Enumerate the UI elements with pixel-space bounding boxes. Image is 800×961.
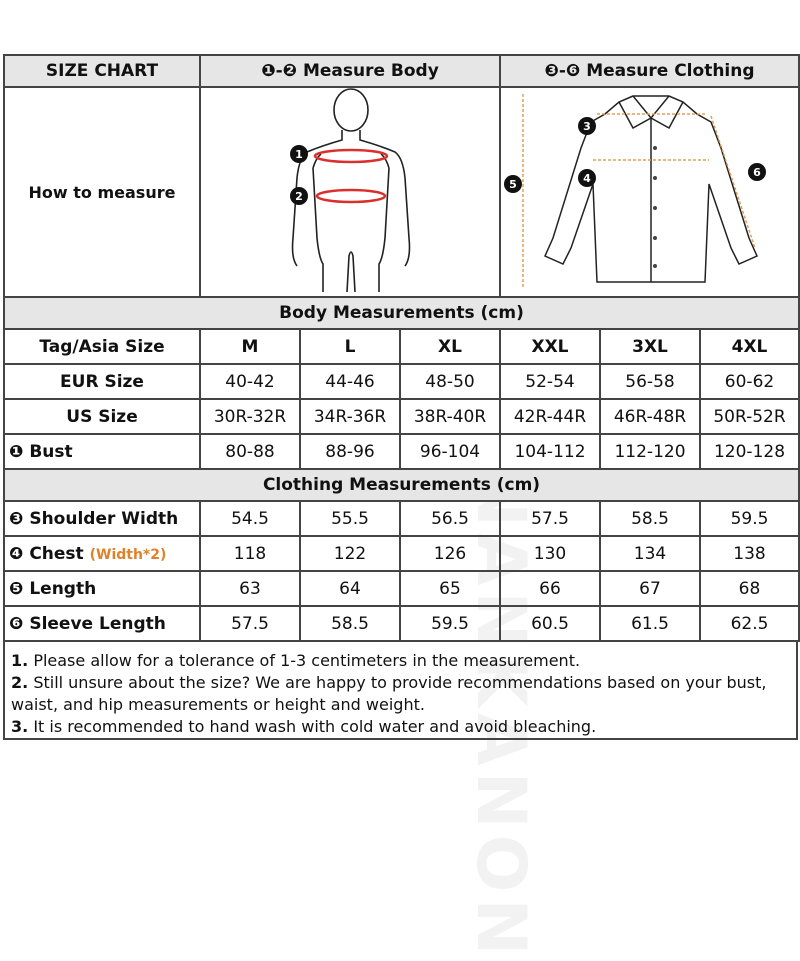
chest-cell: 126 <box>400 536 500 571</box>
sleeve-cell: 60.5 <box>500 606 600 641</box>
length-cell: 67 <box>600 571 700 606</box>
length-cell: 64 <box>300 571 400 606</box>
size-chart-table <box>3 54 800 642</box>
watermark: NANKANON <box>461 470 540 961</box>
eur-size-label: EUR Size <box>4 364 200 399</box>
body-measurements-heading: Body Measurements (cm) <box>4 297 799 329</box>
shoulder-marker: ❸ <box>9 508 24 529</box>
sleeve-label-text: Sleeve Length <box>29 613 166 634</box>
measure-clothing-title: Measure Clothing <box>586 61 755 81</box>
bust-marker: ❶ <box>9 441 24 462</box>
clothing-marker: ❸-❻ <box>544 61 581 81</box>
shirt-figure-cell <box>500 87 799 297</box>
shoulder-cell: 54.5 <box>200 501 300 536</box>
us-cell: 50R-52R <box>700 399 799 434</box>
shoulder-cell: 57.5 <box>500 501 600 536</box>
sleeve-cell: 61.5 <box>600 606 700 641</box>
shoulder-width-label <box>4 501 200 536</box>
sleeve-cell: 62.5 <box>700 606 799 641</box>
shirt-figure-illustration <box>501 88 799 292</box>
measure-body-header <box>200 55 500 87</box>
size-cell: M <box>200 329 300 364</box>
bust-label-text: Bust <box>29 441 73 462</box>
how-to-measure-label: How to measure <box>4 87 200 297</box>
chest-cell: 118 <box>200 536 300 571</box>
bust-cell: 96-104 <box>400 434 500 469</box>
size-cell: XXL <box>500 329 600 364</box>
bust-cell: 104-112 <box>500 434 600 469</box>
sleeve-marker: ❻ <box>9 613 24 634</box>
size-cell: XL <box>400 329 500 364</box>
chest-label-text: Chest <box>29 543 84 564</box>
eur-cell: 44-46 <box>300 364 400 399</box>
us-cell: 34R-36R <box>300 399 400 434</box>
shoulder-cell: 59.5 <box>700 501 799 536</box>
measure-body-title: Measure Body <box>302 61 439 81</box>
bust-cell: 80-88 <box>200 434 300 469</box>
sleeve-cell: 58.5 <box>300 606 400 641</box>
chest-cell: 130 <box>500 536 600 571</box>
length-marker: ❺ <box>9 578 24 599</box>
length-cell: 66 <box>500 571 600 606</box>
measure-clothing-header <box>500 55 799 87</box>
shoulder-cell: 58.5 <box>600 501 700 536</box>
clothing-marker-5: 5 <box>509 178 517 191</box>
size-chart-title: SIZE CHART <box>4 55 200 87</box>
us-cell: 42R-44R <box>500 399 600 434</box>
length-label-text: Length <box>29 578 97 599</box>
length-label <box>4 571 200 606</box>
clothing-marker-4: 4 <box>583 172 591 185</box>
us-cell: 38R-40R <box>400 399 500 434</box>
size-cell: 3XL <box>600 329 700 364</box>
body-marker-1: 1 <box>295 148 303 161</box>
shoulder-label-text: Shoulder Width <box>29 508 179 529</box>
body-marker-2: 2 <box>295 190 303 203</box>
chest-marker: ❹ <box>9 543 24 564</box>
bust-cell: 120-128 <box>700 434 799 469</box>
chest-cell: 138 <box>700 536 799 571</box>
bust-cell: 88-96 <box>300 434 400 469</box>
size-cell: L <box>300 329 400 364</box>
chest-cell: 122 <box>300 536 400 571</box>
eur-cell: 56-58 <box>600 364 700 399</box>
size-chart <box>3 54 798 740</box>
chest-cell: 134 <box>600 536 700 571</box>
body-marker: ❶-❷ <box>261 61 298 81</box>
eur-cell: 48-50 <box>400 364 500 399</box>
clothing-marker-6: 6 <box>753 166 761 179</box>
length-cell: 65 <box>400 571 500 606</box>
bust-label <box>4 434 200 469</box>
care-notes <box>3 642 798 740</box>
body-figure-cell <box>200 87 500 297</box>
chest-width-note: (Width*2) <box>89 546 167 563</box>
note-item: 3. It is recommended to hand wash with cold water and avoid bleaching. <box>11 717 597 736</box>
body-figure-illustration <box>201 88 499 292</box>
sleeve-cell: 57.5 <box>200 606 300 641</box>
tag-size-label: Tag/Asia Size <box>4 329 200 364</box>
sleeve-cell: 59.5 <box>400 606 500 641</box>
clothing-marker-3: 3 <box>583 120 591 133</box>
eur-cell: 40-42 <box>200 364 300 399</box>
eur-cell: 52-54 <box>500 364 600 399</box>
eur-cell: 60-62 <box>700 364 799 399</box>
us-size-label: US Size <box>4 399 200 434</box>
us-cell: 30R-32R <box>200 399 300 434</box>
clothing-measurements-heading: Clothing Measurements (cm) <box>4 469 799 501</box>
size-cell: 4XL <box>700 329 799 364</box>
shoulder-cell: 56.5 <box>400 501 500 536</box>
shoulder-cell: 55.5 <box>300 501 400 536</box>
us-cell: 46R-48R <box>600 399 700 434</box>
length-cell: 63 <box>200 571 300 606</box>
note-item: 1. Please allow for a tolerance of 1-3 centimeters in the measurement. <box>11 651 581 670</box>
length-cell: 68 <box>700 571 799 606</box>
chest-label <box>4 536 200 571</box>
note-item: 2. Still unsure about the size? We are happy to provide recommendations based on your bust, waist, and hip measurements or height and weight. <box>11 673 767 714</box>
sleeve-length-label <box>4 606 200 641</box>
bust-cell: 112-120 <box>600 434 700 469</box>
